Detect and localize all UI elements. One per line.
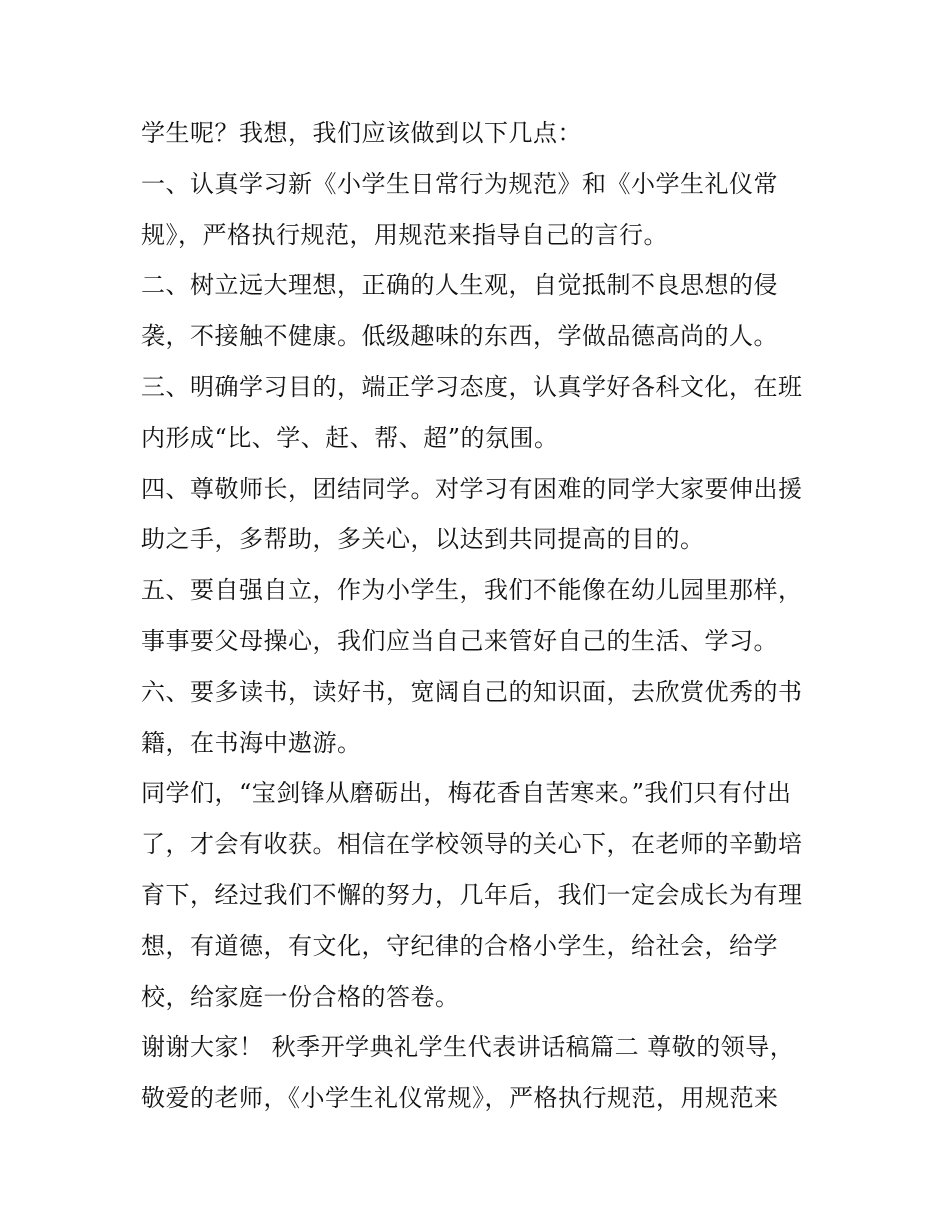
text-line: 事事要父母操心，我们应当自己来管好自己的生活、学习。 xyxy=(141,626,778,655)
text-line: 袭，不接触不健康。低级趣味的东西，学做品德高尚的人。 xyxy=(141,322,778,351)
text-line: 助之手，多帮助，多关心，以达到共同提高的目的。 xyxy=(141,525,705,554)
text-line: 内形成“比、学、赶、帮、超”的氛围。 xyxy=(141,423,559,452)
text-line: 四、尊敬师长，团结同学。对学习有困难的同学大家要伸出援 xyxy=(141,474,803,503)
text-line: 学生呢？我想，我们应该做到以下几点： xyxy=(141,119,582,147)
text-line: 一、认真学习新《小学生日常行为规范》和《小学生礼仪常 xyxy=(141,169,778,198)
text-line: 育下，经过我们不懈的努力，几年后，我们一定会成长为有理 xyxy=(141,880,803,909)
text-line: 校，给家庭一份合格的答卷。 xyxy=(141,982,460,1011)
text-line: 规》，严格执行规范，用规范来指导自己的言行。 xyxy=(141,220,668,249)
text-line: 二、树立远大理想，正确的人生观，自觉抵制不良思想的侵 xyxy=(141,271,778,300)
speech-text xyxy=(141,108,821,1124)
text-line: 了，才会有收获。相信在学校领导的关心下，在老师的辛勤培 xyxy=(141,830,803,859)
text-line: 敬爱的老师，《小学生礼仪常规》，严格执行规范，用规范来 xyxy=(141,1084,779,1113)
text-line: 六、要多读书，读好书，宽阔自己的知识面，去欣赏优秀的书 xyxy=(141,677,803,706)
text-line: 谢谢大家！ 秋季开学典礼学生代表讲话稿篇二 尊敬的领导， xyxy=(141,1033,795,1062)
text-line: 三、明确学习目的，端正学习态度，认真学好各科文化，在班 xyxy=(141,372,803,401)
text-line: 想，有道德，有文化，守纪律的合格小学生，给社会，给学 xyxy=(141,931,778,960)
text-line: 同学们，“宝剑锋从磨砺出，梅花香自苦寒来。”我们只有付出 xyxy=(141,779,792,808)
text-line: 籍，在书海中遨游。 xyxy=(141,728,362,757)
text-line: 五、要自强自立，作为小学生，我们不能像在幼儿园里那样， xyxy=(141,576,803,605)
